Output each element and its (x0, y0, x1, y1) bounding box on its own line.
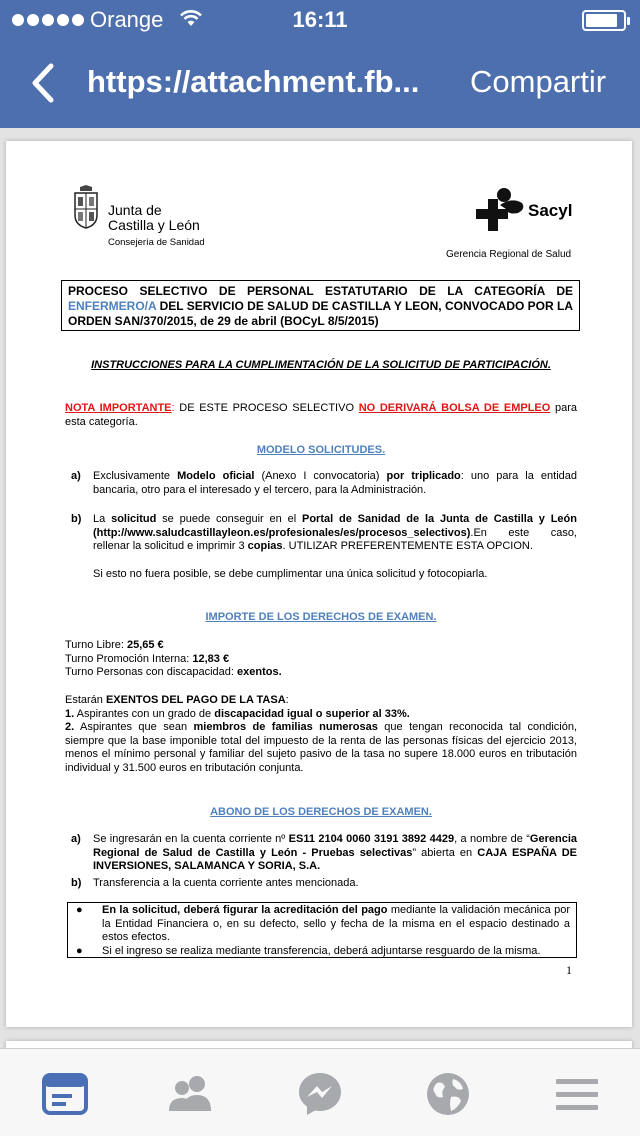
bullet-text (102, 904, 570, 945)
fee-row (65, 653, 577, 667)
title-category: ENFERMERO/A (68, 299, 157, 313)
text-run: Exclusivamente (93, 470, 178, 482)
item-label: a) (71, 833, 81, 845)
junta-castilla-leon-logo (72, 185, 242, 255)
fee-label: Turno Personas con discapacidad: (65, 666, 238, 678)
item-text (93, 833, 577, 874)
text-run: La (93, 513, 112, 525)
text-run: Estarán (65, 694, 106, 706)
bold-run: En la solicitud, deberá figurar la acreditación del pago (102, 904, 388, 916)
junta-department: Consejería de Sanidad (108, 237, 205, 248)
text-run: mediante la validación mecánica por la Entidad Financiera o, en su defecto, sello y fecha de la misma en el espacio destinado a estos efectos. (102, 904, 570, 943)
battery-icon (582, 10, 626, 31)
item-label: b) (71, 513, 82, 525)
payment-notes-box (67, 902, 577, 958)
tab-notifications[interactable] (425, 1071, 471, 1117)
bold-run: Modelo oficial (177, 470, 255, 482)
bold-run: EXENTOS DEL PAGO DE LA TASA (105, 694, 286, 706)
coat-of-arms-icon (72, 185, 100, 229)
text-run: Se ingresarán en la cuenta corriente nº (93, 833, 289, 845)
bullet-item (76, 945, 570, 959)
tab-messenger[interactable] (297, 1071, 343, 1117)
friends-icon (167, 1071, 213, 1117)
text-run: que tengan reconocida tal condición, siempre que la base imponible total del impuesto de la renta de las personas físicas del ejercicio 2013, menos el mínimo personal y familiar del sujeto pasivo de la tasa no supere 18.000 euros en tributación individual y 31.500 euros en tributación conjunta. (65, 721, 578, 774)
carrier-label: Orange (90, 7, 164, 32)
note-text1: DE ESTE PROCESO SELECTIVO (174, 402, 359, 414)
top-bar (0, 0, 640, 128)
item-label: a) (71, 470, 81, 482)
title-part2: DEL SERVICIO DE SALUD DE CASTILLA Y LEON, CONVOCADO POR LA ORDEN SAN/370/2015, de 29 de abril (BOCyL 8/5/2015) (68, 299, 573, 328)
exemption-1 (65, 708, 577, 722)
instructions-title: INSTRUCCIONES PARA LA CUMPLIMENTACIÓN DE LA SOLICITUD DE PARTICIPACIÓN. (91, 359, 551, 371)
item-label: b) (71, 877, 82, 889)
bold-run: por triplicado (386, 470, 461, 482)
back-button[interactable] (20, 58, 70, 108)
share-button[interactable]: Compartir (470, 64, 607, 99)
section-importe-title: IMPORTE DE LOS DERECHOS DE EXAMEN. (205, 611, 437, 623)
tab-news-feed[interactable] (42, 1071, 88, 1117)
text-run: ” abierta en (412, 846, 478, 859)
account-number: ES11 2104 0060 3191 3892 4429 (288, 833, 455, 845)
text-run: .En este caso, rellenar la solicitud e imprimir 3 (93, 526, 577, 552)
sacyl-cross-icon (476, 185, 526, 233)
text-run: : (285, 694, 289, 706)
list-number: 1. (65, 707, 75, 720)
text-run: (Anexo I convocatoria) (254, 470, 387, 482)
fee-row (65, 666, 577, 680)
bullet-icon: ● (76, 904, 83, 916)
text-run: se puede conseguir en el (156, 513, 302, 525)
document-page (6, 141, 632, 1027)
fee-value: 25,65 € (126, 639, 164, 651)
sacyl-logo (476, 185, 586, 235)
note-colon: : (171, 402, 175, 414)
important-note (65, 402, 577, 429)
status-bar (0, 0, 640, 40)
junta-name-line2: Castilla y León (108, 217, 200, 233)
junta-name (108, 203, 200, 233)
text-run: Aspirantes que sean (74, 721, 194, 733)
page-url: https://attachment.fb... (87, 64, 420, 99)
exemptions-heading (65, 694, 577, 708)
clock: 16:11 (292, 7, 348, 32)
portal-link-text: Portal de Sanidad de la Junta de Castilla y León (http://www.saludcastillayleon.es/profesionales/es/procesos_selectivos) (93, 513, 577, 539)
news-feed-icon (42, 1071, 88, 1117)
item-text: Si esto no fuera posible, se debe cumplimentar una única solicitud y fotocopiarla. (93, 568, 488, 580)
abono-item-a (71, 833, 577, 874)
modelo-item-b (71, 513, 577, 554)
bold-run: discapacidad igual o superior al 33%. (214, 707, 410, 720)
text-run: , a nombre de “ (454, 833, 530, 845)
bold-run: copias (247, 540, 283, 552)
item-text (93, 513, 577, 554)
messenger-icon (297, 1071, 343, 1117)
title-part1: PROCESO SELECTIVO DE PERSONAL ESTATUTARIO DE LA CATEGORÍA DE (68, 284, 573, 298)
chevron-left-icon (20, 58, 70, 108)
fees-list (65, 639, 577, 680)
junta-name-line1: Junta de (108, 202, 162, 218)
fee-value: exentos. (237, 666, 282, 678)
bold-run: miembros de familias numerosas (193, 721, 378, 733)
fee-label: Turno Libre: (65, 639, 127, 651)
exemption-2 (65, 721, 577, 775)
globe-icon (425, 1071, 471, 1117)
menu-icon (554, 1071, 600, 1117)
abono-item-b (71, 877, 577, 891)
fee-row (65, 639, 577, 653)
note-highlight: NO DERIVARÁ BOLSA DE EMPLEO (358, 402, 551, 414)
text-run: Aspirantes con un grado de (74, 707, 215, 720)
tab-bar (0, 1048, 640, 1136)
sacyl-name: Sacyl (528, 201, 573, 220)
modelo-item-b-note (71, 568, 577, 582)
list-number: 2. (65, 721, 75, 733)
text-run: : uno para la entidad bancaria, otro para el interesado y el tercero, para la Administración. (93, 470, 577, 496)
page-number: 1 (566, 963, 572, 977)
account-holder: Gerencia Regional de Salud de Castilla y León - Pruebas selectivas (93, 833, 577, 859)
bold-run: solicitud (111, 513, 157, 525)
fee-label: Turno Promoción Interna: (65, 652, 193, 665)
tab-menu[interactable] (554, 1071, 600, 1117)
item-text: Transferencia a la cuenta corriente antes mencionada. (93, 877, 359, 889)
modelo-item-a (71, 470, 577, 497)
item-text (93, 470, 577, 497)
note-label: NOTA IMPORTANTE (65, 402, 172, 414)
exemptions-block (65, 694, 577, 775)
text-run: . UTILIZAR PREFERENTEMENTE ESTA OPCION. (282, 540, 533, 552)
bullet-icon: ● (76, 944, 83, 957)
section-modelo-title: MODELO SOLICITUDES. (256, 444, 386, 456)
battery-level (586, 14, 617, 27)
bullet-text: Si el ingreso se realiza mediante transferencia, deberá adjuntarse resguardo de la misma. (102, 944, 541, 957)
tab-friends[interactable] (167, 1071, 213, 1117)
section-abono-title: ABONO DE LOS DERECHOS DE EXAMEN. (210, 806, 432, 818)
note-text2: para esta categoría. (65, 402, 577, 428)
process-title-box (61, 280, 580, 331)
gerencia-label: Gerencia Regional de Salud (446, 249, 572, 260)
bullet-item (76, 904, 570, 945)
fee-value: 12,83 € (192, 652, 230, 665)
bank-name: CAJA ESPAÑA DE INVERSIONES, SALAMANCA Y SORIA, S.A. (93, 846, 577, 872)
